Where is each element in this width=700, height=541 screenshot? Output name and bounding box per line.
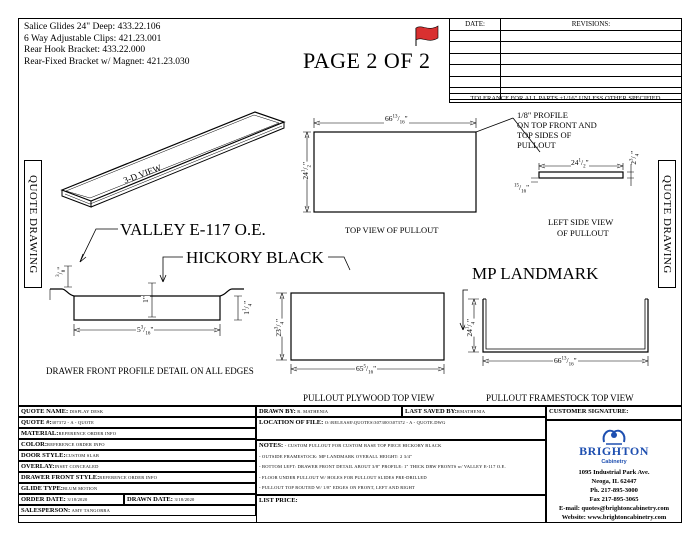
drawn-date-row: DRAWN DATE: 3/18/2020 [124,494,256,505]
overlay-row: OVERLAY:INSET CONCEALED [18,461,256,472]
framestock-label: MP LANDMARK [472,264,599,283]
dim-top-width: $66^{13}/_{16}$" [385,114,408,126]
dim-side-height: $2^3/_4$" [629,150,641,165]
side-tab-right: QUOTE DRAWING [658,160,676,288]
color-row: COLOR:REFERENCE ORDER INFO [18,439,256,450]
drawn-by-row: DRAWN BY: R. MATHENIA [256,406,402,417]
notes-cell: NOTES: - CUSTOM PULLOUT FOR CUSTOM BASE TOP PIECE HICKORY BLACK - OUTSIDE FRAMESTOCK: MP LANDMARK OVERALL HEIGHT: 2 3/4" - BOTTOM LEFT: DRAWER FRONT DETAIL ABOUT 3/8" PROFILE: 1" THICK DRW FRONTS w/ VALLEY E-117 O.E. - FLOOR UNDER PULLOUT W/ HOLES FOR PULLOUT SLIDES PRE-DRILLED - PULLOUT TOP ROUTED W/ 1/8" EDGES ON FRONT, LEFT AND RIGHT [256,440,546,495]
page-title: PAGE 2 OF 2 [303,48,431,73]
hardware-note: 6 Way Adjustable Clips: 421.23.001 [24,33,162,44]
door-style-label: VALLEY E-117 O.E. [120,220,266,239]
dim-plywood-height: $23^3/_4$" [274,318,286,337]
left-side-view-caption-2: OF PULLOUT [557,228,609,238]
company-name: BRIGHTON [579,444,649,458]
dim-top-height: $24^1/_2$" [301,161,313,180]
top-view-pullout-caption: TOP VIEW OF PULLOUT [345,225,439,235]
dim-plywood-width: $65^5/_{16}$" [356,364,377,376]
wood-label: HICKORY BLACK [186,248,324,267]
hardware-note: Salice Glides 24" Deep: 433.22.106 [24,22,161,32]
brighton-logo-icon [546,420,682,450]
company-sub: Cabinetry [601,459,627,465]
list-price-row: LIST PRICE: [256,495,546,523]
file-location-row: LOCATION OF FILE: O:\RELEASE\QUOTES\307300\307372 - A - QUOTE.DWG [256,417,546,440]
revisions-header: REVISIONS: [501,19,682,31]
pullout-plywood-caption: PULLOUT PLYWOOD TOP VIEW [303,393,435,403]
dim-profile-width: $5^3/_{16}$" [137,325,154,337]
slab-3d-view [62,112,284,207]
quote-number-row: QUOTE #:307372 - A - QUOTE [18,417,256,428]
salesperson-row: SALESPERSON: AMY TANGORRA [18,505,256,516]
dim-framestock-height: $24^1/_4$" [465,318,477,337]
dim-profile-b: 1" [140,296,150,303]
dim-side-thickness: $^{15}/_{16}$" [514,183,530,195]
material-row: MATERIAL:REFERENCE ORDER INFO [18,428,256,439]
pullout-framestock-caption: PULLOUT FRAMESTOCK TOP VIEW [486,393,634,403]
hardware-note: Rear Hook Bracket: 433.22.000 [24,45,146,55]
hardware-note: Rear-Fixed Bracket w/ Magnet: 421.23.030 [24,56,190,67]
dim-framestock-width: $66^{13}/_{16}$" [554,356,577,368]
quote-name-row: QUOTE NAME: DISPLAY DESK [18,406,256,417]
view-3d-label: 3-D VIEW [122,162,163,186]
drawer-front-style-row: DRAWER FRONT STYLE:REFERENCE ORDER INFO [18,472,256,483]
tolerance-note: TOLERANCE FOR ALL PARTS ±1/16" UNLESS OTHER SPECIFIED [449,93,682,103]
profile-note: 1/8" PROFILE ON TOP FRONT AND TOP SIDES OF PULLOUT [517,110,597,150]
order-date-row: ORDER DATE: 3/18/2020 [18,494,124,505]
drawer-front-profile-caption: DRAWER FRONT PROFILE DETAIL ON ALL EDGES [46,366,254,376]
company-logo-block [546,420,682,523]
last-saved-row: LAST SAVED BY:RMATHENIA [402,406,546,417]
dim-profile-c: $1^1/_4$" [242,300,254,315]
door-style-row: DOOR STYLE:CUSTOM SLAB [18,450,256,461]
side-tab-left: QUOTE DRAWING [24,160,42,288]
date-header: DATE: [450,19,501,31]
dim-profile-a: $^3/_8$" [55,266,67,277]
glide-type-row: GLIDE TYPE:BLUM MOTION [18,483,256,494]
dim-side-width: $24^1/_2$" [571,158,589,170]
customer-signature-row: CUSTOMER SIGNATURE: [546,406,682,420]
left-side-view-caption: LEFT SIDE VIEW [548,217,614,227]
company-contact: 1095 Industrial Park Ave. Neoga, IL 62447 Ph. 217-895-3000 Fax 217-895-3065 E-mail: quotes@brightoncabinetry.com Website: www.brightoncabinetry.com [558,469,670,521]
